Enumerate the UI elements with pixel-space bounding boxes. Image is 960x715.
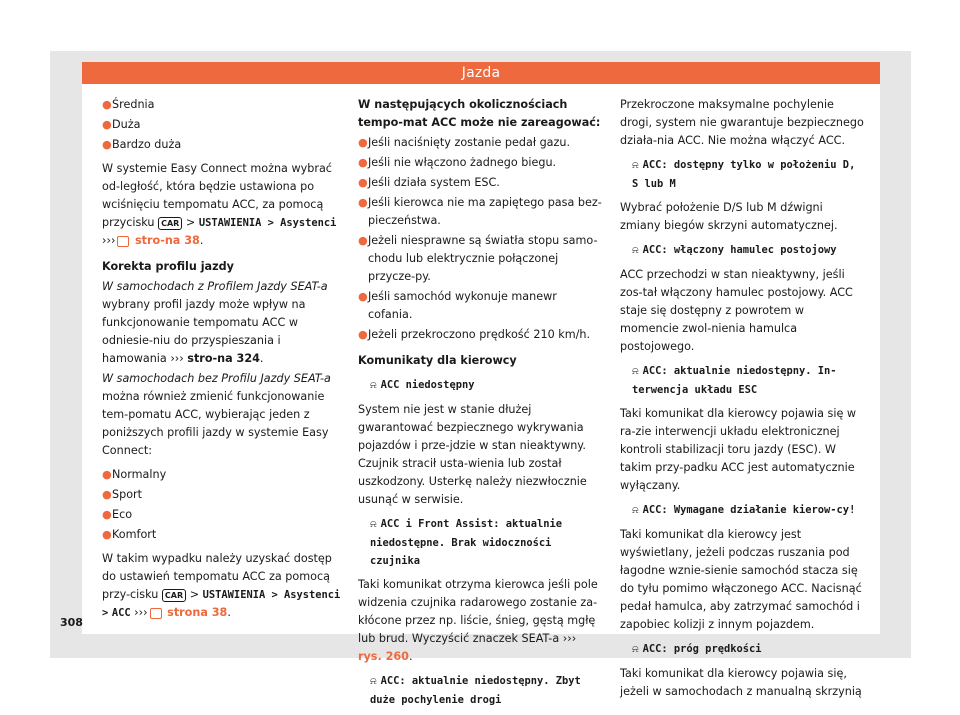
bell-icon: ⍾ [370,519,377,530]
driver-message: ⍾ ACC niedostępny [370,379,475,391]
section-heading: Komunikaty dla kierowcy [358,354,517,367]
bullet-icon: ● [358,136,368,149]
bell-icon: ⍾ [632,245,639,256]
driver-message: ⍾ ACC: dostępny tylko w położeniu D, S lub M [632,159,856,190]
list-item: ● Bardzo duża [102,136,342,154]
car-key-icon: CAR [162,589,186,602]
bullet-icon: ● [102,508,112,521]
cross-reference-link[interactable]: stro-na 38 [134,234,200,247]
paragraph: W samochodach z Profilem Jazdy SEAT-a wybrany profil jazdy może wpływ na funkcjonowanie tempomatu ACC w odniesie-niu do przyspieszania i hamowania ››› stro-na 324. [102,280,328,365]
paragraph: Przekroczone maksymalne pochylenie drogi, system nie gwarantuje bezpiecznego działa-nia ACC. Nie można włączyć ACC. [620,98,864,147]
paragraph: ACC przechodzi w stan nieaktywny, jeśli zos-tał włączony hamulec postojowy. ACC staje się dostępny z powrotem w momencie zwol-nienia hamulca postojowego. [620,268,853,353]
list-item: ● Jeśli nie włączono żadnego biegu. [358,154,603,172]
paragraph: Taki komunikat dla kierowcy pojawia się, jeżeli w samochodach z manualną skrzynią [620,667,862,698]
driver-message: ⍾ ACC: włączony hamulec postojowy [632,244,837,256]
paragraph: Taki komunikat dla kierowcy jest wyświetlany, jeżeli podczas ruszania pod łagodne wznie-sienie samochód stacza się do tyłu pomimo włączonego ACC. Nacisnąć pedał hamulca, aby zatrzymać samochód i zapobiec kolizji z innym pojazdem. [620,528,862,631]
bullet-icon: ● [358,328,368,341]
driver-message: ⍾ ACC: aktualnie niedostępny. In-terwencja układu ESC [632,365,837,396]
paragraph: System nie jest w stanie dłużej gwarantować bezpiecznego wykrywania pojazdów i prze-jdzie w stan nieaktywny. Czujnik stracił usta-wienia lub został uszkodzony. Usterkę należy niezwłocznie usunąć w serwisie. [358,403,587,506]
bullet-icon: ● [102,528,112,541]
book-icon [117,236,129,247]
list-item: ● Komfort [102,526,342,544]
bullet-icon: ● [358,234,368,247]
paragraph: Taki komunikat otrzyma kierowca jeśli pole widzenia czujnika radarowego zostanie za-kłócone przez np. liście, śnieg, gęstą mgłę lub brud. Wyczyścić znaczek SEAT-a ››› rys. 260. [358,578,598,663]
bullet-icon: ● [102,488,112,501]
list-item: ● Sport [102,486,342,504]
list-item: ● Eco [102,506,342,524]
bullet-icon: ● [102,98,112,111]
section-heading: W następujących okolicznościach tempo-mat ACC może nie zareagować: [358,98,601,129]
list-item: ● Jeżeli przekroczono prędkość 210 km/h. [358,326,603,344]
cross-reference-link[interactable]: rys. 260 [358,650,409,663]
bell-icon: ⍾ [632,644,639,655]
list-item: ● Średnia [102,96,342,114]
list-item: ● Normalny [102,466,342,484]
list-item: ● Duża [102,116,342,134]
bullet-icon: ● [102,468,112,481]
paragraph: W systemie Easy Connect można wybrać od-ległość, która będzie ustawiona po wciśnięciu tempomatu ACC, za pomocą przycisku CAR > USTAWIENIA > Asystenci ››› stro-na 38. [102,162,337,247]
bullet-icon: ● [358,156,368,169]
paragraph: Wybrać położenie D/S lub M dźwigni zmiany biegów skrzyni automatycznej. [620,201,838,232]
paragraph: Taki komunikat dla kierowcy pojawia się w ra-zie interwencji układu elektronicznej kontroli stabilizacji toru jazdy (ESC). W takim przy-padku ACC jest automatycznie wyłączany. [620,407,857,492]
column-3 [620,96,865,703]
book-icon [150,608,162,619]
bell-icon: ⍾ [632,505,639,516]
paragraph: W samochodach bez Profilu Jazdy SEAT-a można również zmienić funkcjonowanie tem-pomatu ACC, wybierając jeden z poniższych profili jazdy w systemie Easy Connect: [102,372,331,457]
paragraph: W takim wypadku należy uzyskać dostęp do ustawień tempomatu ACC za pomocą przy-cisku CAR > USTAWIENIA > Asystenci > ACC ››› strona 38. [102,552,341,619]
section-heading: Korekta profilu jazdy [102,260,234,273]
car-key-icon: CAR [158,217,182,230]
list-item: ● Jeżeli niesprawne są światła stopu samo-chodu lub elektrycznie połączonej przycze-py. [358,234,598,283]
column-2 [358,96,603,715]
driver-message: ⍾ ACC: próg prędkości [632,643,762,655]
bullet-icon: ● [358,290,368,303]
bell-icon: ⍾ [370,380,377,391]
list-item: ● Jeśli kierowca nie ma zapiętego pasa bez-pieczeństwa. [358,196,602,227]
driver-message: ⍾ ACC: aktualnie niedostępny. Zbyt duże pochylenie drogi [370,675,581,706]
bullet-icon: ● [358,176,368,189]
bullet-icon: ● [102,118,112,131]
bell-icon: ⍾ [632,366,639,377]
bullet-icon: ● [102,138,112,151]
list-item: ● Jeśli naciśnięty zostanie pedał gazu. [358,134,603,152]
cross-reference-link[interactable]: stro-na 324 [187,352,260,365]
page-number: 308 [60,616,83,629]
bell-icon: ⍾ [370,676,377,687]
cross-reference-link[interactable]: strona 38 [167,606,228,619]
driver-message: ⍾ ACC i Front Assist: aktualnie niedostępne. Brak widoczności czujnika [370,518,563,567]
bullet-icon: ● [358,196,368,209]
list-item: ● Jeśli działa system ESC. [358,174,603,192]
list-item: ● Jeśli samochód wykonuje manewr cofania. [358,290,557,321]
column-1 [102,96,342,624]
bell-icon: ⍾ [632,160,639,171]
driver-message: ⍾ ACC: Wymagane działanie kierow-cy! [632,504,856,516]
page-header: Jazda [82,62,880,84]
